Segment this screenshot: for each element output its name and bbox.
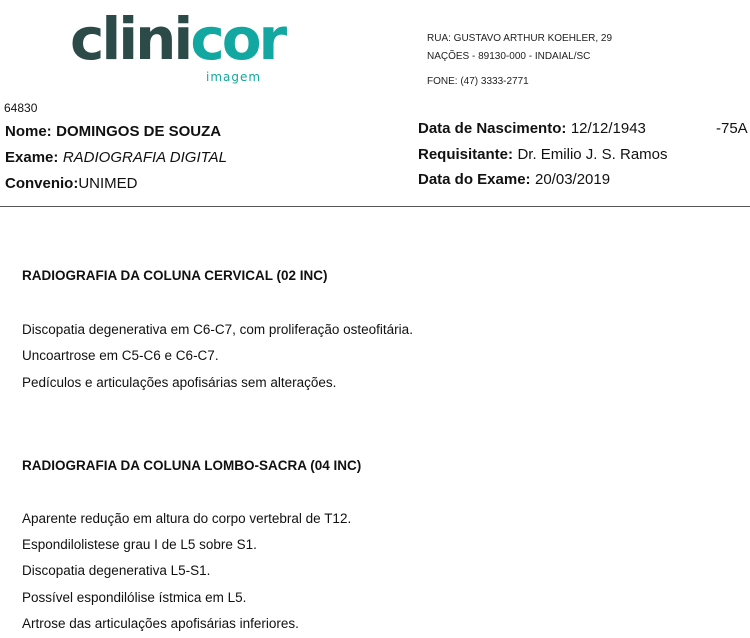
requester-label: Requisitante: <box>418 146 514 163</box>
patient-name-row <box>5 123 221 141</box>
report-line: Discopatia degenerativa L5-S1. <box>22 563 211 578</box>
exam-label: Exame: <box>5 149 59 166</box>
report-line: Aparente redução em altura do corpo vertebral de T12. <box>22 511 352 526</box>
birth-label: Data de Nascimento: <box>418 120 567 137</box>
address-phone: FONE: (47) 3333-2771 <box>427 76 529 87</box>
address-city: NAÇÕES - 89130-000 - INDAIAL/SC <box>427 51 591 62</box>
insurance-row <box>5 175 138 193</box>
header-divider <box>0 206 750 207</box>
address-street: RUA: GUSTAVO ARTHUR KOEHLER, 29 <box>427 33 613 44</box>
report-line: Pedículos e articulações apofisárias sem alterações. <box>22 375 337 390</box>
exam-date-label: Data do Exame: <box>418 171 531 188</box>
exam-date-row <box>418 171 610 189</box>
insurance-label: Convenio: <box>5 175 79 192</box>
clinicor-logo <box>70 4 290 86</box>
patient-id: 64830 <box>4 101 38 115</box>
section-lumbosacral-title: RADIOGRAFIA DA COLUNA LOMBO-SACRA (04 INC) <box>22 458 362 473</box>
report-line: Artrose das articulações apofisárias inferiores. <box>22 616 299 631</box>
report-line: Espondilolistese grau I de L5 sobre S1. <box>22 537 257 552</box>
report-line: Discopatia degenerativa em C6-C7, com proliferação osteofitária. <box>22 322 413 337</box>
exam-value: RADIOGRAFIA DIGITAL <box>62 149 228 166</box>
requester-value: Dr. Emilio J. S. Ramos <box>517 146 668 163</box>
exam-date-value: 20/03/2019 <box>535 171 611 188</box>
patient-name: DOMINGOS DE SOUZA <box>56 123 222 140</box>
logo-subtitle: imagem <box>206 70 262 84</box>
report-line: Uncoartrose em C5-C6 e C6-C7. <box>22 348 219 363</box>
birth-value: 12/12/1943 <box>570 120 646 137</box>
birth-row <box>418 120 646 138</box>
patient-name-label: Nome: <box>5 123 52 140</box>
report-line: Possível espondilólise ístmica em L5. <box>22 590 247 605</box>
patient-age: -75A <box>716 120 748 137</box>
exam-row <box>5 149 227 167</box>
section-cervical-title: RADIOGRAFIA DA COLUNA CERVICAL (02 INC) <box>22 268 328 283</box>
insurance-value: UNIMED <box>78 175 138 192</box>
logo-wordmark: clinicor <box>70 5 285 73</box>
requester-row <box>418 146 668 164</box>
